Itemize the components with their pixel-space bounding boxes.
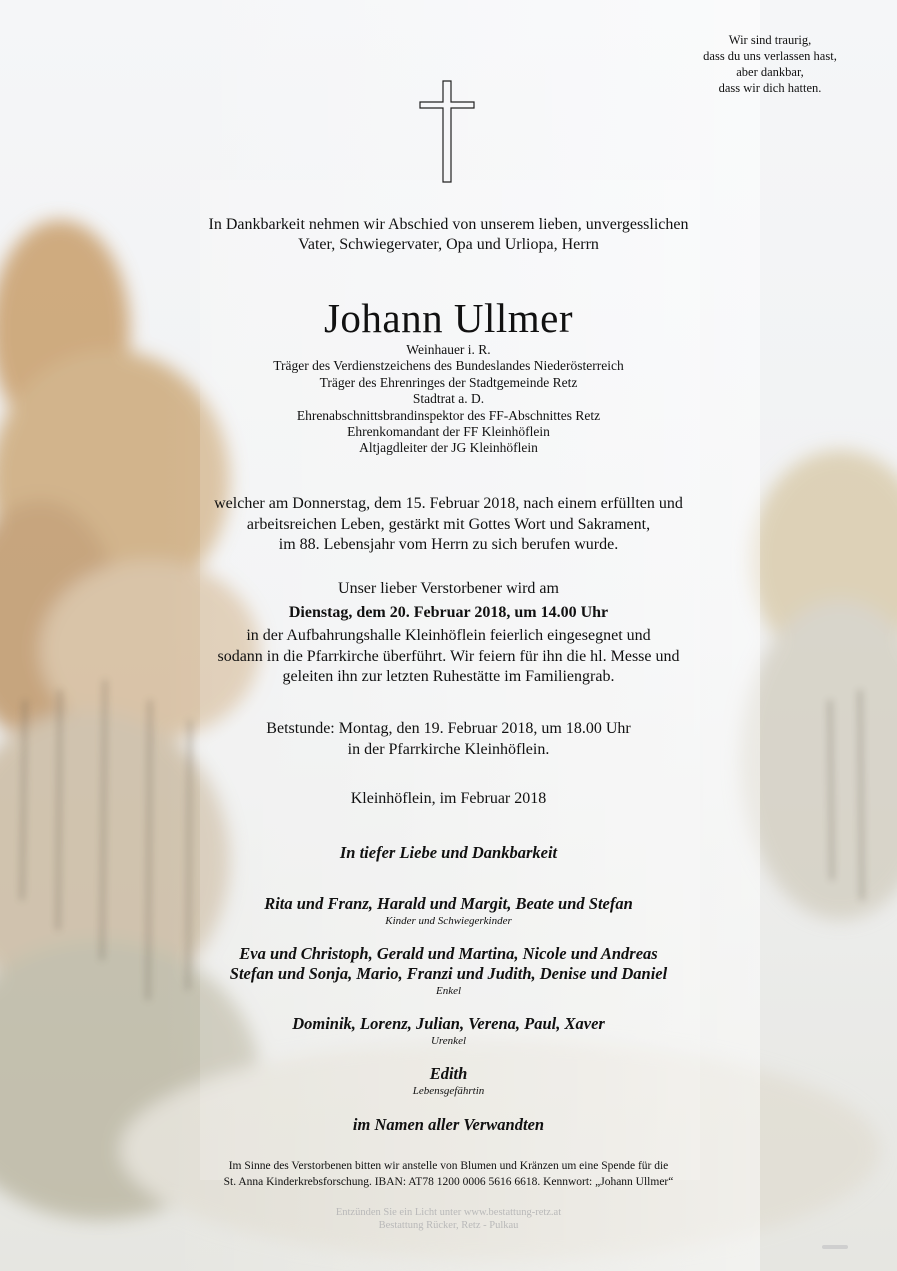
- footer-line: Bestattung Rücker, Retz - Pulkau: [378, 1220, 519, 1231]
- quote: [670, 32, 870, 96]
- grandchildren-names: [0, 944, 897, 984]
- grandchildren-line: Stefan und Sonja, Mario, Franzi und Judith, Denise und Daniel: [229, 964, 668, 983]
- grandchildren-label: Enkel: [435, 985, 462, 997]
- great-grandchildren-label: Urenkel: [430, 1035, 467, 1047]
- deceased-titles: [0, 342, 897, 457]
- funeral-detail: sodann in die Pfarrkirche überführt. Wir feiern für ihn die hl. Messe und: [217, 647, 680, 665]
- title-line: Ehrenabschnittsbrandinspektor des FF-Abschnittes Retz: [296, 407, 601, 423]
- donation-line: Im Sinne des Verstorbenen bitten wir anstelle von Blumen und Kränzen um eine Spende für die: [228, 1160, 669, 1172]
- death-line: welcher am Donnerstag, dem 15. Februar 2018, nach einem erfüllten und: [214, 495, 683, 512]
- footer-line: Entzünden Sie ein Licht unter www.bestattung-retz.at: [335, 1207, 562, 1218]
- donation-line: St. Anna Kinderkrebsforschung. IBAN: AT78 1200 0006 5616 6618. Kennwort: „Johann Ullmer“: [223, 1176, 674, 1188]
- title-line: Ehrenkomandant der FF Kleinhöflein: [347, 424, 550, 440]
- footer: [0, 1206, 897, 1232]
- title-line: Träger des Ehrenringes der Stadtgemeinde Retz: [319, 374, 578, 390]
- mourners-heading: In tiefer Liebe und Dankbarkeit: [339, 843, 558, 862]
- funeral-intro: Unser lieber Verstorbener wird am: [338, 580, 559, 597]
- funeral-date: Dienstag, dem 20. Februar 2018, um 14.00 Uhr: [288, 603, 609, 621]
- prayer-hour: [0, 719, 897, 760]
- prayer-line: in der Pfarrkirche Kleinhöflein.: [347, 740, 550, 758]
- title-line: Altjagdleiter der JG Kleinhöflein: [359, 440, 538, 456]
- title-line: Stadtrat a. D.: [412, 391, 485, 407]
- children-label: Kinder und Schwiegerkinder: [385, 915, 512, 927]
- intro-line: Vater, Schwiegervater, Opa und Urliopa, Herrn: [298, 236, 599, 253]
- title-line: Weinhauer i. R.: [406, 342, 491, 357]
- death-line: arbeitsreichen Leben, gestärkt mit Gottes Wort und Sakrament,: [246, 515, 651, 533]
- grandchildren-line: Eva und Christoph, Gerald und Martina, Nicole und Andreas: [239, 944, 658, 963]
- death-line: im 88. Lebensjahr vom Herrn zu sich berufen wurde.: [278, 536, 619, 553]
- quote-line: Wir sind traurig,: [728, 33, 812, 47]
- partner-name: Edith: [429, 1064, 468, 1083]
- quote-line: dass wir dich hatten.: [718, 81, 822, 95]
- place-date: Kleinhöflein, im Februar 2018: [350, 790, 547, 807]
- cross-icon: [418, 80, 476, 184]
- funeral-info: [0, 579, 897, 688]
- watermark-icon: [822, 1243, 848, 1251]
- quote-line: dass du uns verlassen hast,: [703, 49, 837, 63]
- intro-line: In Dankbarkeit nehmen wir Abschied von unserem lieben, unvergesslichen: [208, 216, 689, 233]
- intro: [0, 215, 897, 255]
- quote-line: aber dankbar,: [736, 65, 804, 79]
- closing-line: im Namen aller Verwandten: [352, 1115, 545, 1134]
- prayer-line: Betstunde: Montag, den 19. Februar 2018, um 18.00 Uhr: [266, 720, 631, 737]
- deceased-name: Johann Ullmer: [323, 295, 574, 341]
- donation-note: [0, 1158, 897, 1190]
- title-line: Träger des Verdienstzeichens des Bundeslandes Niederösterreich: [273, 358, 624, 374]
- partner-label: Lebensgefährtin: [412, 1085, 485, 1097]
- great-grandchildren-names: Dominik, Lorenz, Julian, Verena, Paul, Xaver: [292, 1014, 605, 1033]
- funeral-detail: geleiten ihn zur letzten Ruhestätte im Familiengrab.: [282, 668, 615, 685]
- funeral-detail: in der Aufbahrungshalle Kleinhöflein feierlich eingesegnet und: [246, 627, 651, 644]
- children-names: Rita und Franz, Harald und Margit, Beate und Stefan: [264, 894, 633, 913]
- death-announcement: [0, 494, 897, 556]
